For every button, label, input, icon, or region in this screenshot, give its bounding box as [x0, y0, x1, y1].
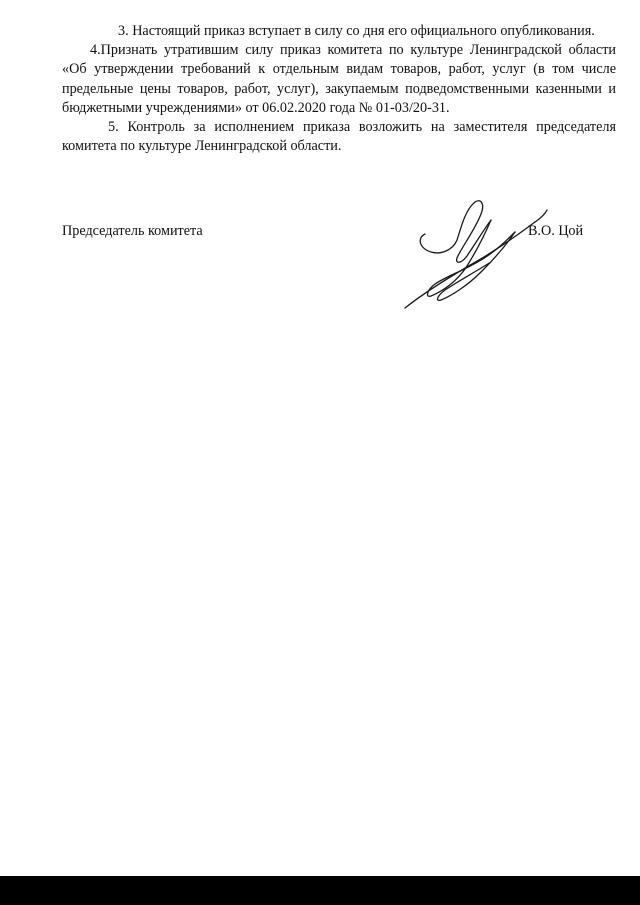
scan-bottom-border [0, 876, 640, 905]
paragraph-3: 3. Настоящий приказ вступает в силу со дня его официального опубликования. [118, 23, 595, 39]
document-body [62, 22, 616, 156]
paragraph-4: 4.Признать утратившим силу приказ комитета по культуре Ленинградской области «Об утверждении требований к отдельным видам товаров, работ, услуг (в том числе предельные цены товаров, работ, услуг), закупаемым подведомственными казенными и бюджетными учреждениями» от 06.02.2020 года № 01-03/20-31. [62, 42, 616, 116]
signatory-position: Председатель комитета [62, 223, 203, 239]
signatory-name: В.О. Цой [528, 223, 584, 239]
paragraph-5: 5. Контроль за исполнением приказа возложить на заместителя председателя комитета по культуре Ленинградской области. [62, 119, 616, 155]
handwritten-signature [395, 192, 555, 312]
